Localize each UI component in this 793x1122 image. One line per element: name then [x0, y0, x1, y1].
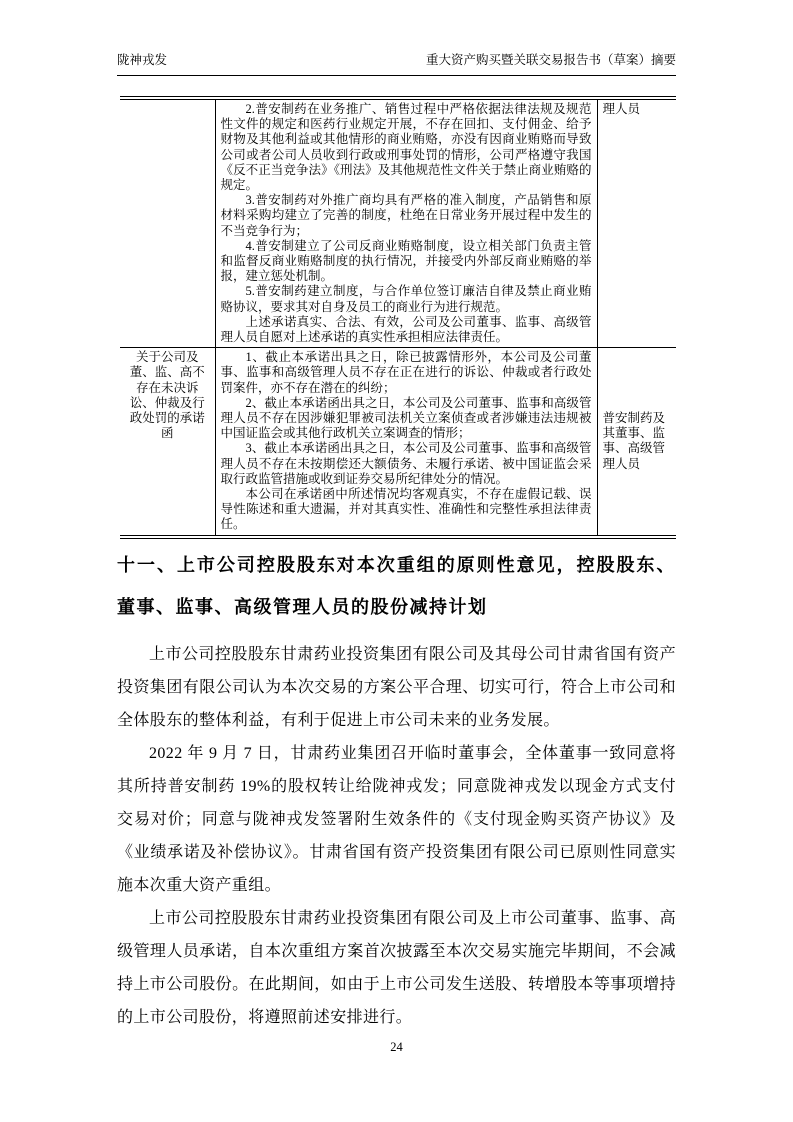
- commitment-table: [120, 96, 676, 539]
- section-heading: 十一、上市公司控股股东对本次重组的原则性意见，控股股东、董事、监事、高级管理人员的股份减持计划: [117, 555, 676, 617]
- body-paragraph: 上市公司控股股东甘肃药业投资集团有限公司及上市公司董事、监事、高级管理人员承诺，自本次重组方案首次披露至本次交易实施完毕期间，不会减持上市公司股份。在此期间，如由于上市公司发生送股、转增股本等事项增持的上市公司股份，将遵照前述安排进行。: [117, 910, 676, 1026]
- commitment-paragraph: 3.普安制药对外推广商均具有严格的准入制度，产品销售和原材料采购均建立了完善的制度，杜绝在日常业务开展过程中发生的不当竞争行为；: [220, 193, 592, 238]
- body-paragraph: 2022 年 9 月 7 日，甘肃药业集团召开临时董事会，全体董事一致同意将其所持普安制药 19%的股权转让给陇神戎发；同意陇神戎发以现金方式支付交易对价；同意与陇神戎发签署附生效条件的《支付现金购买资产协议》及《业绩承诺及补偿协议》。甘肃省国有资产投资集团有限公司已原则性同意实施本次重大资产重组。: [117, 745, 676, 894]
- page-header: [117, 50, 676, 76]
- commitment-paragraph: 1、截止本承诺出具之日，除已披露情形外，本公司及公司董事、监事和高级管理人员不存在正在进行的诉讼、仲裁或者行政处罚案件，亦不存在潜在的纠纷；: [220, 350, 592, 395]
- table-row: [120, 98, 676, 348]
- commitment-content-cell: [215, 98, 597, 348]
- commitment-party-cell: 普安制药及其董事、监事、高级管理人员: [597, 348, 676, 537]
- commitment-paragraph: 2.普安制药在业务推广、销售过程中严格依据法律法规及规范性文件的规定和医药行业规定开展，不存在回扣、支付佣金、给予财物及其他利益或其他情形的商业贿赂，亦没有因商业贿赂而导致公司或者公司人员收到行政或刑事处罚的情形，公司严格遵守我国《反不正当竞争法》《刑法》及其他规范性文件关于禁止商业贿赂的规定。: [220, 102, 592, 193]
- header-company-name: 陇神戎发: [117, 53, 168, 67]
- commitment-paragraph: 上述承诺真实、合法、有效，公司及公司董事、监事、高级管理人员自愿对上述承诺的真实性承担相应法律责任。: [220, 314, 592, 345]
- commitment-title-cell: [120, 98, 215, 348]
- commitment-content-cell: [215, 348, 597, 537]
- commitment-paragraph: 4.普安制建立了公司反商业贿赂制度，设立相关部门负责主管和监督反商业贿赂制度的执行情况，并接受内外部反商业贿赂的举报，建立惩处机制。: [220, 238, 592, 284]
- commitment-paragraph: 5.普安制药建立制度，与合作单位签订廉洁自律及禁止商业贿赂协议，要求其对自身及员工的商业行为进行规范。: [220, 284, 592, 314]
- commitment-paragraph: 2、截止本承诺函出具之日，本公司及公司董事、监事和高级管理人员不存在因涉嫌犯罪被司法机关立案侦查或者涉嫌违法违规被中国证监会或其他行政机关立案调查的情形；: [220, 395, 592, 441]
- commitment-party-cell: 理人员: [597, 98, 676, 348]
- table-row: [120, 348, 676, 537]
- commitment-paragraph: 3、截止本承诺函出具之日，本公司及公司董事、监事和高级管理人员不存在未按期偿还大额债务、未履行承诺、被中国证监会采取行政监管措施或收到证券交易所纪律处分的情况。: [220, 441, 592, 486]
- header-document-title: 重大资产购买暨关联交易报告书（草案）摘要: [425, 53, 676, 67]
- commitment-paragraph: 本公司在承诺函中所述情况均客观真实，不存在虚假记载、误导性陈述和重大遗漏，并对其真实性、准确性和完整性承担法律责任。: [220, 487, 592, 532]
- commitment-title-cell: 关于公司及董、监、高不存在未决诉讼、仲裁及行政处罚的承诺函: [120, 348, 215, 537]
- body-paragraph: 上市公司控股股东甘肃药业投资集团有限公司及其母公司甘肃省国有资产投资集团有限公司认为本次交易的方案公平合理、切实可行，符合上市公司和全体股东的整体利益，有利于促进上市公司未来的业务发展。: [117, 646, 676, 729]
- page-number: 24: [390, 1040, 403, 1054]
- section-eleven: [117, 544, 676, 1034]
